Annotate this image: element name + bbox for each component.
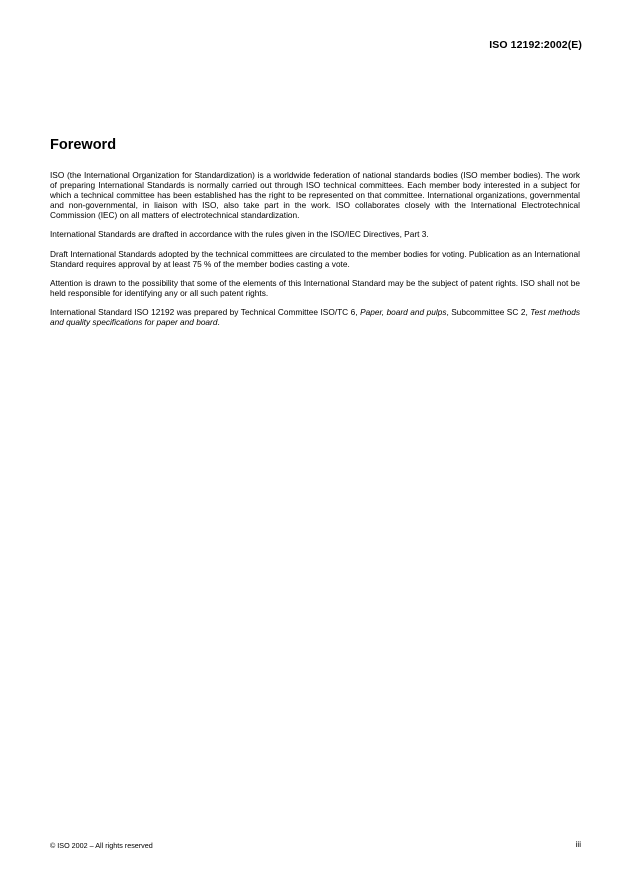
preparation-text-2: , Subcommittee SC 2,	[446, 306, 531, 317]
paragraph-drafting-rules: International Standards are drafted in accordance with the rules given in the ISO/IEC Directives, Part 3.	[50, 229, 429, 240]
document-identifier: ISO 12192:2002(E)	[489, 39, 582, 51]
foreword-heading: Foreword	[50, 137, 117, 153]
technical-committee-title: Paper, board and pulps	[360, 306, 447, 317]
subcommittee-title: Test methods and quality specifications for paper and board	[50, 306, 580, 328]
paragraph-iso-description: ISO (the International Organization for Standardization) is a worldwide federation of national standards bodies (ISO member bodies). The work of preparing International Standards is normally carried out through ISO technical committees. Each member body interested in a subject for which a technical committee has been established has the right to be represented on that committee. International organizations, governmental and non-governmental, in liaison with ISO, also take part in the work. ISO collaborates closely with the International Electrotechnical Commission (IEC) on all matters of electrotechnical standardization.	[50, 170, 580, 221]
paragraph-patent-rights: Attention is drawn to the possibility that some of the elements of this International Standard may be the subject of patent rights. ISO shall not be held responsible for identifying any or all such patent rights.	[50, 277, 580, 298]
foreword-body	[50, 170, 580, 336]
preparation-text-1: International Standard ISO 12192 was prepared by Technical Committee ISO/TC 6,	[50, 306, 361, 317]
preparation-text-3: .	[217, 317, 220, 328]
page-number: iii	[575, 840, 581, 849]
paragraph-preparation	[50, 307, 580, 327]
paragraph-voting: Draft International Standards adopted by the technical committees are circulated to the member bodies for voting. Publication as an International Standard requires approval by at least 75 % of the member bodies casting a vote.	[50, 248, 580, 269]
copyright-notice: © ISO 2002 – All rights reserved	[50, 841, 153, 850]
